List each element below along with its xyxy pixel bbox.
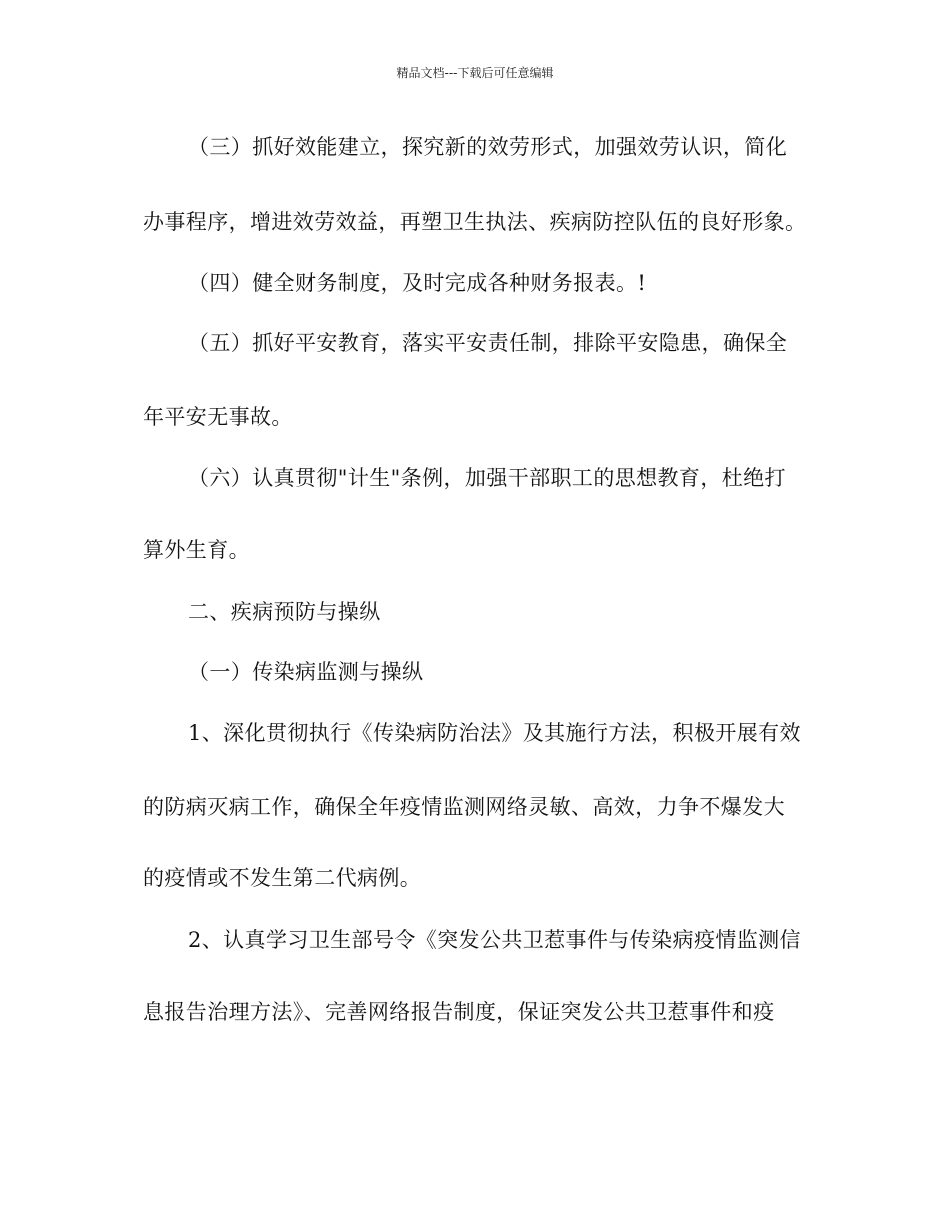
page-header: 精品文档---下载后可任意编辑 — [396, 66, 554, 80]
paragraph-line: （四）健全财务制度，及时完成各种财务报表。! — [188, 271, 647, 295]
paragraph-line: 息报告治理方法》、完善网络报告制度，保证突发公共卫惹事件和疫 — [143, 1000, 775, 1024]
paragraph-line: 算外生育。 — [143, 538, 250, 562]
paragraph-line: 2、认真学习卫生部号令《突发公共卫惹事件与传染病疫情监测信 — [188, 928, 801, 952]
section-heading: 二、疾病预防与操纵 — [188, 600, 381, 624]
subsection-heading: （一）传染病监测与操纵 — [188, 660, 424, 684]
paragraph-line: 1、深化贯彻执行《传染病防治法》及其施行方法，积极开展有效 — [188, 721, 801, 745]
paragraph-line: 年平安无事故。 — [143, 405, 293, 429]
paragraph-line: 办事程序，增进效劳效益，再塑卫生执法、疾病防控队伍的良好形象。 — [143, 210, 807, 234]
paragraph-line: （三）抓好效能建立，探究新的效劳形式，加强效劳认识，简化 — [188, 135, 788, 159]
paragraph-line: 的防病灭病工作，确保全年疫情监测网络灵敏、高效，力争不爆发大 — [143, 795, 785, 819]
paragraph-line: （五）抓好平安教育，落实平安责任制，排除平安隐患，确保全 — [188, 331, 788, 355]
paragraph-line: 的疫情或不发生第二代病例。 — [143, 866, 422, 890]
paragraph-line: （六）认真贯彻"计生"条例，加强干部职工的思想教育，杜绝打 — [188, 466, 786, 490]
